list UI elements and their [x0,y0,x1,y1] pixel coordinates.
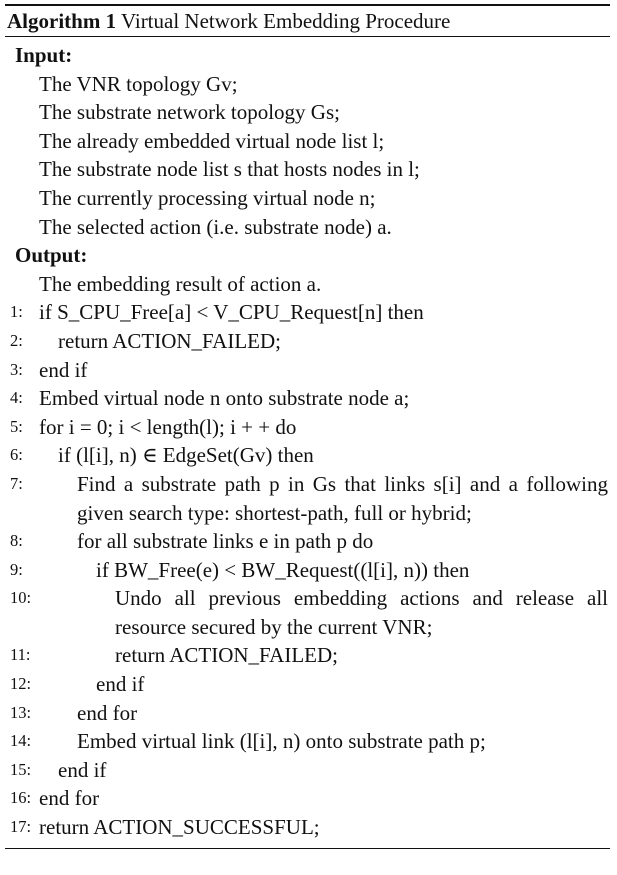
algorithm-line [5,756,610,785]
line-text: Embed virtual node n onto substrate node a; [39,386,410,411]
algorithm-line [5,327,610,356]
input-item: The currently processing virtual node n; [39,185,376,210]
line-text: end for [39,786,100,811]
bottom-rule [5,848,610,849]
line-number: 14: [10,731,32,751]
line-number: 10: [10,588,32,608]
line-number: 9: [10,559,23,579]
line-text: Find a substrate path p in Gs that links s[i] and a following given search type: shortest-path, full or hybrid; [77,471,608,525]
input-heading: Input: [15,43,73,67]
line-number: 17: [10,817,32,837]
algorithm-caption [5,6,610,36]
line-number: 11: [10,645,31,665]
line-text: if S_CPU_Free[a] < V_CPU_Request[n] then [39,300,424,325]
line-text: for i = 0; i < length(l); i + + do [39,414,297,439]
algorithm-line [5,784,610,813]
algorithm-line [5,699,610,728]
line-number: 6: [10,445,23,465]
algorithm-line [5,670,610,699]
line-text: for all substrate links e in path p do [77,529,374,554]
algorithm-line [5,584,610,641]
line-text: end if [96,672,145,697]
line-text: Embed virtual link (l[i], n) onto substrate path p; [77,729,486,754]
line-text: end for [77,700,138,725]
algorithm-steps [5,298,610,841]
algorithm-line [5,356,610,385]
line-number: 4: [10,388,23,408]
output-list [5,270,610,299]
line-text: return ACTION_FAILED; [58,328,281,353]
line-number: 1: [10,302,23,322]
line-number: 12: [10,674,32,694]
algorithm-line [5,384,610,413]
line-text: if (l[i], n) ∈ EdgeSet(Gv) then [58,443,314,468]
algorithm-line [5,527,610,556]
line-number: 15: [10,759,32,779]
input-item: The substrate network topology Gs; [39,100,340,125]
line-number: 5: [10,416,23,436]
algorithm-line [5,556,610,585]
algorithm-line [5,470,610,527]
line-text: return ACTION_SUCCESSFUL; [39,815,320,840]
caption-label: Algorithm 1 [7,9,117,33]
line-text: return ACTION_FAILED; [115,643,338,668]
line-number: 13: [10,702,32,722]
input-item: The substrate node list s that hosts nodes in l; [39,157,420,182]
line-text: if BW_Free(e) < BW_Request((l[i], n)) then [96,557,470,582]
line-text: end if [58,757,107,782]
algorithm-block [5,4,610,849]
algorithm-line [5,413,610,442]
line-number: 16: [10,788,32,808]
input-item: The selected action (i.e. substrate node) a. [39,214,392,239]
algorithm-body [5,37,610,842]
line-number: 7: [10,473,23,493]
input-list [5,70,610,242]
algorithm-line [5,298,610,327]
line-number: 2: [10,330,23,350]
line-number: 8: [10,531,23,551]
algorithm-line [5,441,610,470]
output-heading: Output: [15,243,88,268]
algorithm-line [5,641,610,670]
input-item: The already embedded virtual node list l; [39,128,385,153]
line-number: 3: [10,359,23,379]
output-item: The embedding result of action a. [39,271,322,296]
line-text: Undo all previous embedding actions and release all resource secured by the current VNR; [115,586,608,639]
input-item: The VNR topology Gv; [39,71,238,96]
line-text: end if [39,357,88,382]
caption-title: Virtual Network Embedding Procedure [120,9,451,33]
algorithm-line [5,813,610,842]
algorithm-line [5,727,610,756]
